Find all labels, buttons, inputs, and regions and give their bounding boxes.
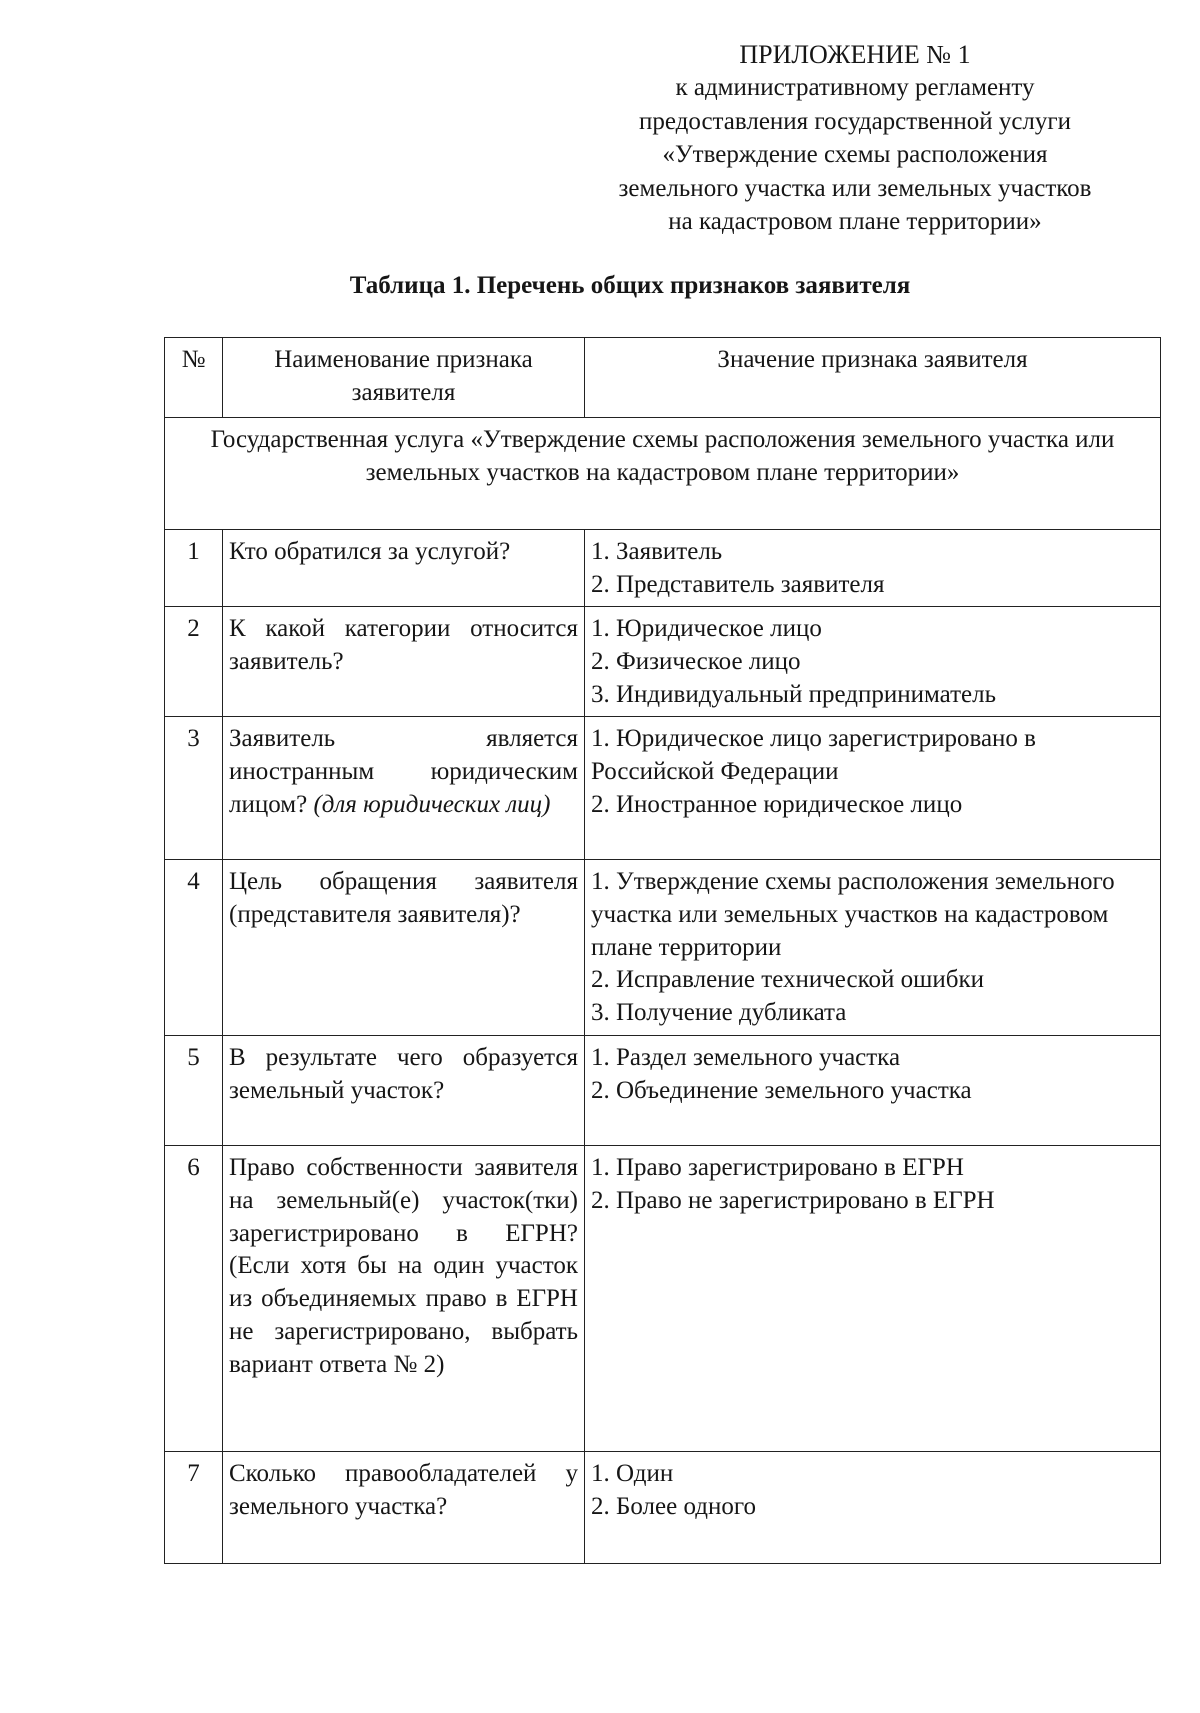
appendix-subtitle-line: на кадастровом плане территории» xyxy=(668,208,1042,236)
value-option: 2. Объединение земельного участка xyxy=(591,1076,972,1104)
row-number: 1 xyxy=(165,530,223,607)
header-number: № xyxy=(165,338,223,418)
appendix-subtitle-line: земельного участка или земельных участков xyxy=(618,174,1092,202)
value-option: 1. Заявитель xyxy=(591,538,723,565)
appendix-header xyxy=(560,38,1150,238)
service-name: Государственная услуга «Утверждение схемы расположения земельного участка или земельных участков на кадастровом плане территории» xyxy=(165,418,1161,530)
row-attribute-values xyxy=(585,860,1161,1036)
row-attribute-name: Цель обращения заявителя (представителя заявителя)? xyxy=(223,860,585,1036)
value-option: 3. Индивидуальный предприниматель xyxy=(591,680,996,708)
row-attribute-note: (для юридических лиц) xyxy=(313,790,551,818)
table-row xyxy=(165,607,1161,717)
header-attribute-value: Значение признака заявителя xyxy=(585,338,1161,418)
value-option: 1. Юридическое лицо xyxy=(591,615,822,642)
row-number: 5 xyxy=(165,1036,223,1146)
table-title: Таблица 1. Перечень общих признаков заявителя xyxy=(349,272,911,299)
row-attribute-values xyxy=(585,1036,1161,1146)
table-row xyxy=(165,1452,1161,1564)
table-header-row xyxy=(165,338,1161,418)
value-option: 1. Юридическое лицо зарегистрировано в Российской Федерации xyxy=(591,725,1036,785)
row-attribute-values xyxy=(585,717,1161,860)
row-attribute-values xyxy=(585,1452,1161,1564)
row-attribute-name: Сколько правообладателей у земельного участка? xyxy=(223,1452,585,1564)
table-row xyxy=(165,717,1161,860)
value-option: 1. Раздел земельного участка xyxy=(591,1044,901,1071)
value-option: 1. Один xyxy=(591,1460,674,1487)
value-option: 1. Утверждение схемы расположения земельного участка или земельных участков на кадастровом плане территории xyxy=(591,868,1115,961)
value-option: 2. Физическое лицо xyxy=(591,647,801,675)
value-option: 1. Право зарегистрировано в ЕГРН xyxy=(591,1154,964,1181)
row-attribute-name: Кто обратился за услугой? xyxy=(223,530,585,607)
value-option: 2. Иностранное юридическое лицо xyxy=(591,790,963,818)
appendix-subtitle-line: к административному регламенту xyxy=(675,74,1035,102)
row-attribute-values xyxy=(585,607,1161,717)
table-row xyxy=(165,1146,1161,1452)
row-attribute-values xyxy=(585,1146,1161,1452)
value-option: 3. Получение дубликата xyxy=(591,999,847,1027)
header-attribute-name: Наименование признака заявителя xyxy=(223,338,585,418)
appendix-number: ПРИЛОЖЕНИЕ № 1 xyxy=(739,40,971,69)
row-attribute-name: В результате чего образуется земельный участок? xyxy=(223,1036,585,1146)
row-number: 7 xyxy=(165,1452,223,1564)
appendix-subtitle-line: «Утверждение схемы расположения xyxy=(662,141,1048,169)
value-option: 2. Право не зарегистрировано в ЕГРН xyxy=(591,1186,995,1214)
value-option: 2. Представитель заявителя xyxy=(591,570,885,598)
value-option: 2. Исправление технической ошибки xyxy=(591,966,984,994)
row-attribute-name: К какой категории относится заявитель? xyxy=(223,607,585,717)
row-attribute-name xyxy=(223,717,585,860)
row-number: 4 xyxy=(165,860,223,1036)
value-option: 2. Более одного xyxy=(591,1492,756,1520)
table-row xyxy=(165,530,1161,607)
appendix-subtitle-line: предоставления государственной услуги xyxy=(638,107,1072,135)
table-row xyxy=(165,860,1161,1036)
service-row xyxy=(165,418,1161,530)
table-row xyxy=(165,1036,1161,1146)
applicant-attributes-table xyxy=(164,337,1161,1564)
row-number: 2 xyxy=(165,607,223,717)
row-number: 3 xyxy=(165,717,223,860)
row-number: 6 xyxy=(165,1146,223,1452)
row-attribute-values xyxy=(585,530,1161,607)
row-attribute-name: Право собственности заявителя на земельный(е) участок(тки) зарегистрировано в ЕГРН? (Если хотя бы на один участок из объединяемых право в ЕГРН не зарегистрировано, выбрать вариант ответа № 2) xyxy=(223,1146,585,1452)
row-attribute-question: Заявитель является иностранным юридическим лицом? xyxy=(229,725,578,818)
